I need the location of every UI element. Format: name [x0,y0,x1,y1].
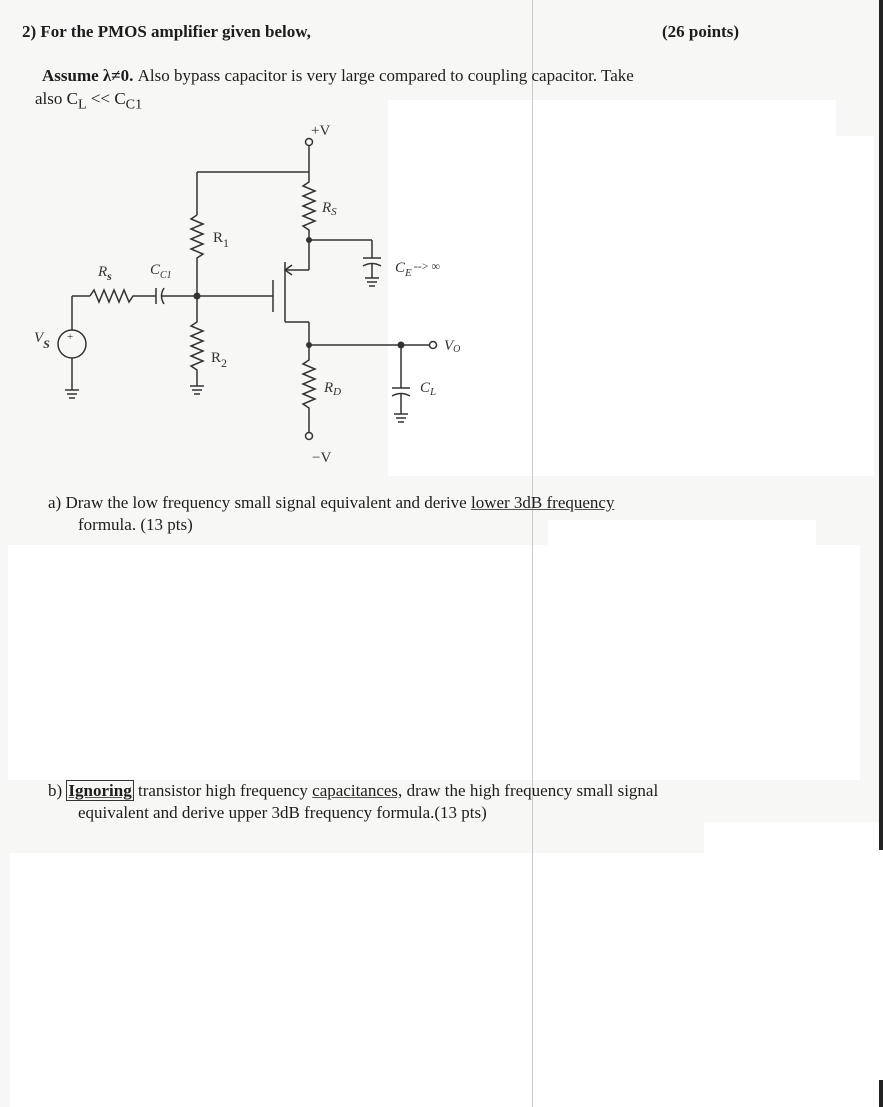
question-points: (26 points) [662,22,739,41]
cc1-label: $C_{C1}$ [150,262,172,281]
r2-resistor [191,296,203,386]
mask-part-b-answer [10,853,883,1107]
question-header: 2) For the PMOS amplifier given below, [22,22,311,41]
scan-edge-bottom [879,1080,883,1107]
ce-label: $C_E$ --> ∞ [395,259,441,279]
vo-terminal [430,342,437,349]
r2-label: $R_2$ [211,350,228,370]
cl-label: $C_L$ [420,380,437,398]
part-a-line2: formula. (13 pts) [78,515,193,534]
rs-input-resistor [90,290,150,302]
part-b-underlined: capacitances, [312,781,403,800]
assumption2-sub2: C1 [125,96,143,113]
r1-label: $R_1$ [213,230,230,250]
mask-part-b-strip [704,822,883,854]
vs-plus: + [67,331,74,343]
rd-resistor [303,345,315,425]
rs-input-label: $R_s$ [98,264,112,283]
vminus-terminal [306,433,313,440]
mask-part-a-answer [8,545,860,780]
part-a-underlined: lower 3dB frequency [470,493,615,512]
assumption2-sub1: L [77,96,87,113]
assumption2-pre: also C [35,89,78,108]
assumption2-mid: << C [86,89,126,108]
gate-node [194,293,201,300]
vs-label: $V_S$ [34,330,50,351]
rd-label: $R_D$ [324,380,342,398]
part-b-question [48,780,658,824]
part-b-line2: equivalent and derive upper 3dB frequency formula.(13 pts) [78,803,487,822]
r1-resistor [191,215,203,296]
source-node [306,237,312,243]
assumption-bold: Assume λ≠0. [42,66,134,85]
part-a-line1: a) Draw the low frequency small signal equivalent and derive lower 3dB frequency [48,493,615,512]
rs-top-label: $R_S$ [322,200,337,218]
drain-node [306,342,312,348]
assumption-line1 [42,66,634,86]
vplus-label: +V [311,123,331,139]
assumption-text: Also bypass capacitor is very large compared to coupling capacitor. Take [133,66,634,85]
part-a-question [48,492,614,536]
output-node [398,342,405,349]
part-b-line1: b) Ignoring transistor high frequency capacitances, draw the high frequency small signal [48,781,659,800]
rs-top-resistor [303,172,315,240]
part-b-boxed-word: Ignoring [68,781,132,800]
pmos-amplifier-schematic [0,110,520,470]
fold-line [532,0,533,1107]
vminus-label: −V [312,450,332,466]
vplus-terminal [306,139,313,146]
vo-label: VO [444,338,461,355]
scan-edge [879,0,883,850]
